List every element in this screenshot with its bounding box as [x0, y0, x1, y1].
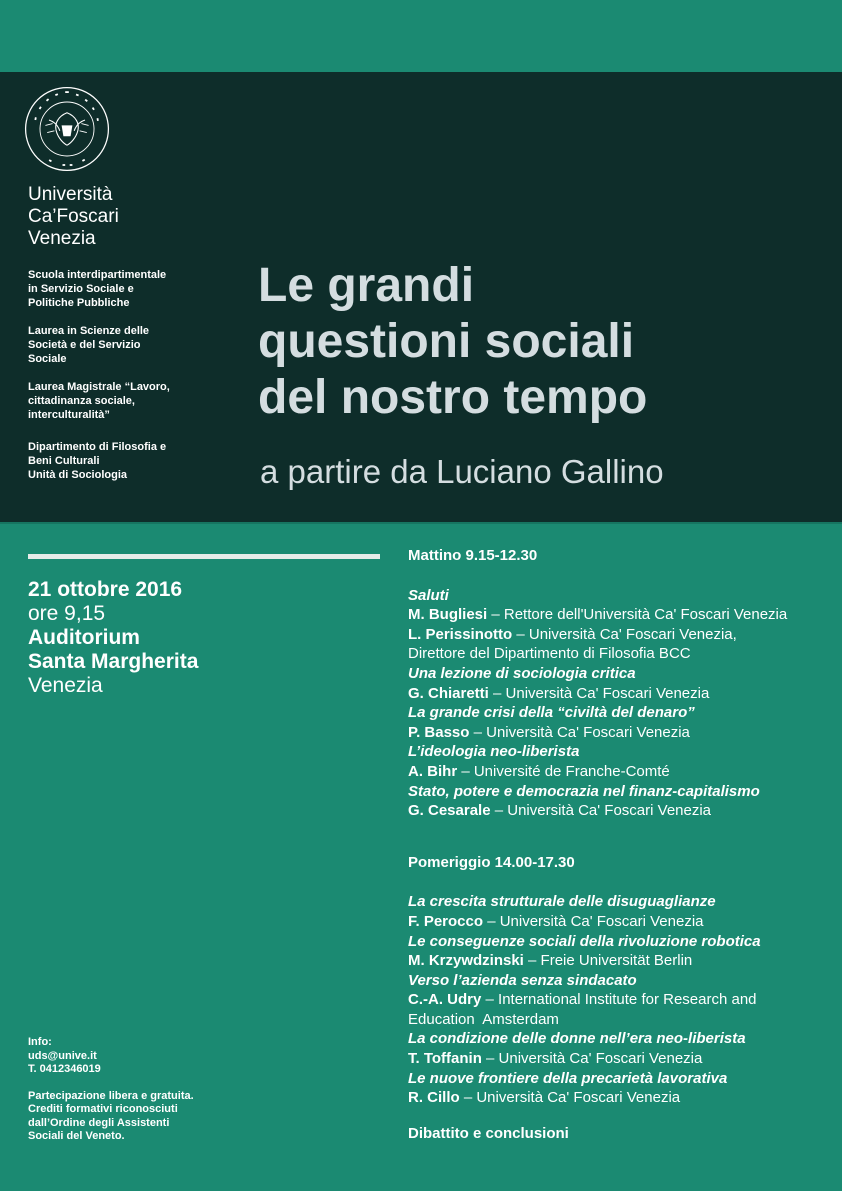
university-name-line: Venezia: [28, 228, 96, 249]
event-time: ore 9,15: [28, 602, 106, 625]
speaker-affiliation: – Freie Universität Berlin: [523, 952, 693, 970]
speaker-affiliation: – International Institute for Research and: [481, 991, 757, 1009]
speaker-name: L. Perissinotto: [408, 625, 513, 643]
speaker-affiliation: – Università Ca' Foscari Venezia: [490, 802, 712, 820]
speaker-name: P. Basso: [408, 723, 470, 741]
speaker-affiliation: Education Amsterdam: [408, 1010, 559, 1028]
afternoon-heading: Pomeriggio 14.00-17.30: [408, 853, 575, 871]
speaker-name: G. Chiaretti: [408, 684, 489, 702]
speaker-line: [408, 951, 832, 971]
session-title: La crescita strutturale delle disuguaglianze: [408, 893, 716, 911]
speaker-line: [408, 912, 832, 932]
footer-info: [28, 1036, 228, 1157]
session-title: Verso l’azienda senza sindacato: [408, 971, 637, 989]
speaker-name: G. Cesarale: [408, 802, 491, 820]
event-subtitle: a partire da Luciano Gallino: [260, 453, 664, 490]
event-title-line: del nostro tempo: [258, 371, 648, 424]
closing-session: Dibattito e conclusioni: [408, 1124, 569, 1142]
speaker-name: C.-A. Udry: [408, 991, 482, 1009]
department-item: Laurea Magistrale “Lavoro, cittadinanza sociale, interculturalità”: [28, 381, 170, 421]
event-venue: Santa Margherita: [28, 650, 199, 673]
speaker-affiliation: – Rettore dell'Università Ca' Foscari Venezia: [487, 606, 788, 624]
session-title: La grande crisi della “civiltà del denaro”: [408, 704, 695, 722]
speaker-line: [408, 990, 832, 1010]
speaker-affiliation: – Università Ca' Foscari Venezia: [469, 723, 690, 741]
speaker-line: [408, 1088, 832, 1108]
speaker-line: [408, 723, 832, 743]
speaker-name: M. Krzywdzinski: [408, 952, 524, 970]
divider: [28, 554, 380, 559]
speaker-name: T. Toffanin: [408, 1050, 482, 1068]
event-date: 21 ottobre 2016: [28, 578, 183, 601]
participation-notes: Partecipazione libera e gratuita. Crediti formativi riconosciuti dall’Ordine degli Assistenti Sociali del Veneto.: [28, 1089, 194, 1142]
event-title: [258, 258, 818, 426]
department-item: Dipartimento di Filosofia e Beni Culturali Unità di Sociologia: [28, 441, 167, 481]
program: [408, 546, 832, 1143]
speaker-name: F. Perocco: [408, 912, 484, 930]
university-name: [28, 184, 119, 250]
speaker-name: A. Bihr: [408, 762, 458, 780]
contact-info: Info: uds@unive.it T. 0412346019: [28, 1036, 101, 1075]
session-title: Stato, potere e democrazia nel finanz-capitalismo: [408, 782, 760, 800]
department-item: Laurea in Scienze delle Società e del Servizio Sociale: [28, 325, 150, 365]
event-city: Venezia: [28, 674, 103, 697]
university-name-line: Ca’Foscari: [28, 206, 119, 227]
session-title: Una lezione di sociologia critica: [408, 664, 636, 682]
speaker-line: [408, 1049, 832, 1069]
speaker-line: [408, 762, 832, 782]
morning-heading: Mattino 9.15-12.30: [408, 547, 538, 564]
department-item: Scuola interdipartimentale in Servizio Sociale e Politiche Pubbliche: [28, 269, 167, 309]
speaker-affiliation: – Università Ca' Foscari Venezia: [488, 684, 710, 702]
speaker-line: [408, 684, 832, 704]
speaker-line: [408, 605, 832, 625]
speaker-affiliation: – Università Ca' Foscari Venezia: [483, 912, 704, 930]
session-title: Saluti: [408, 586, 449, 604]
event-venue: Auditorium: [28, 626, 140, 649]
top-band: [0, 0, 842, 72]
session-title: Le nuove frontiere della precarietà lavorativa: [408, 1069, 728, 1087]
speaker-name: M. Bugliesi: [408, 606, 488, 624]
speaker-affiliation: – Università Ca' Foscari Venezia: [481, 1050, 703, 1068]
speaker-name: R. Cillo: [408, 1089, 460, 1107]
speaker-affiliation: Direttore del Dipartimento di Filosofia BCC: [408, 645, 691, 663]
speaker-line: [408, 625, 832, 645]
speaker-affiliation: – Università Ca' Foscari Venezia,: [512, 625, 737, 643]
speaker-affiliation: – Università Ca' Foscari Venezia: [459, 1089, 681, 1107]
event-title-line: Le grandi: [258, 259, 475, 312]
session-title: Le conseguenze sociali della rivoluzione robotica: [408, 932, 761, 950]
session-title: L’ideologia neo-liberista: [408, 743, 580, 761]
university-name-line: Università: [28, 184, 113, 205]
session-title: La condizione delle donne nell’era neo-liberista: [408, 1030, 746, 1048]
university-seal-logo: [22, 84, 112, 174]
event-info: [28, 578, 198, 698]
departments-list: [28, 268, 228, 496]
speaker-line: [408, 801, 832, 821]
speaker-affiliation: – Université de Franche-Comté: [457, 762, 670, 780]
event-title-line: questioni sociali: [258, 315, 635, 368]
